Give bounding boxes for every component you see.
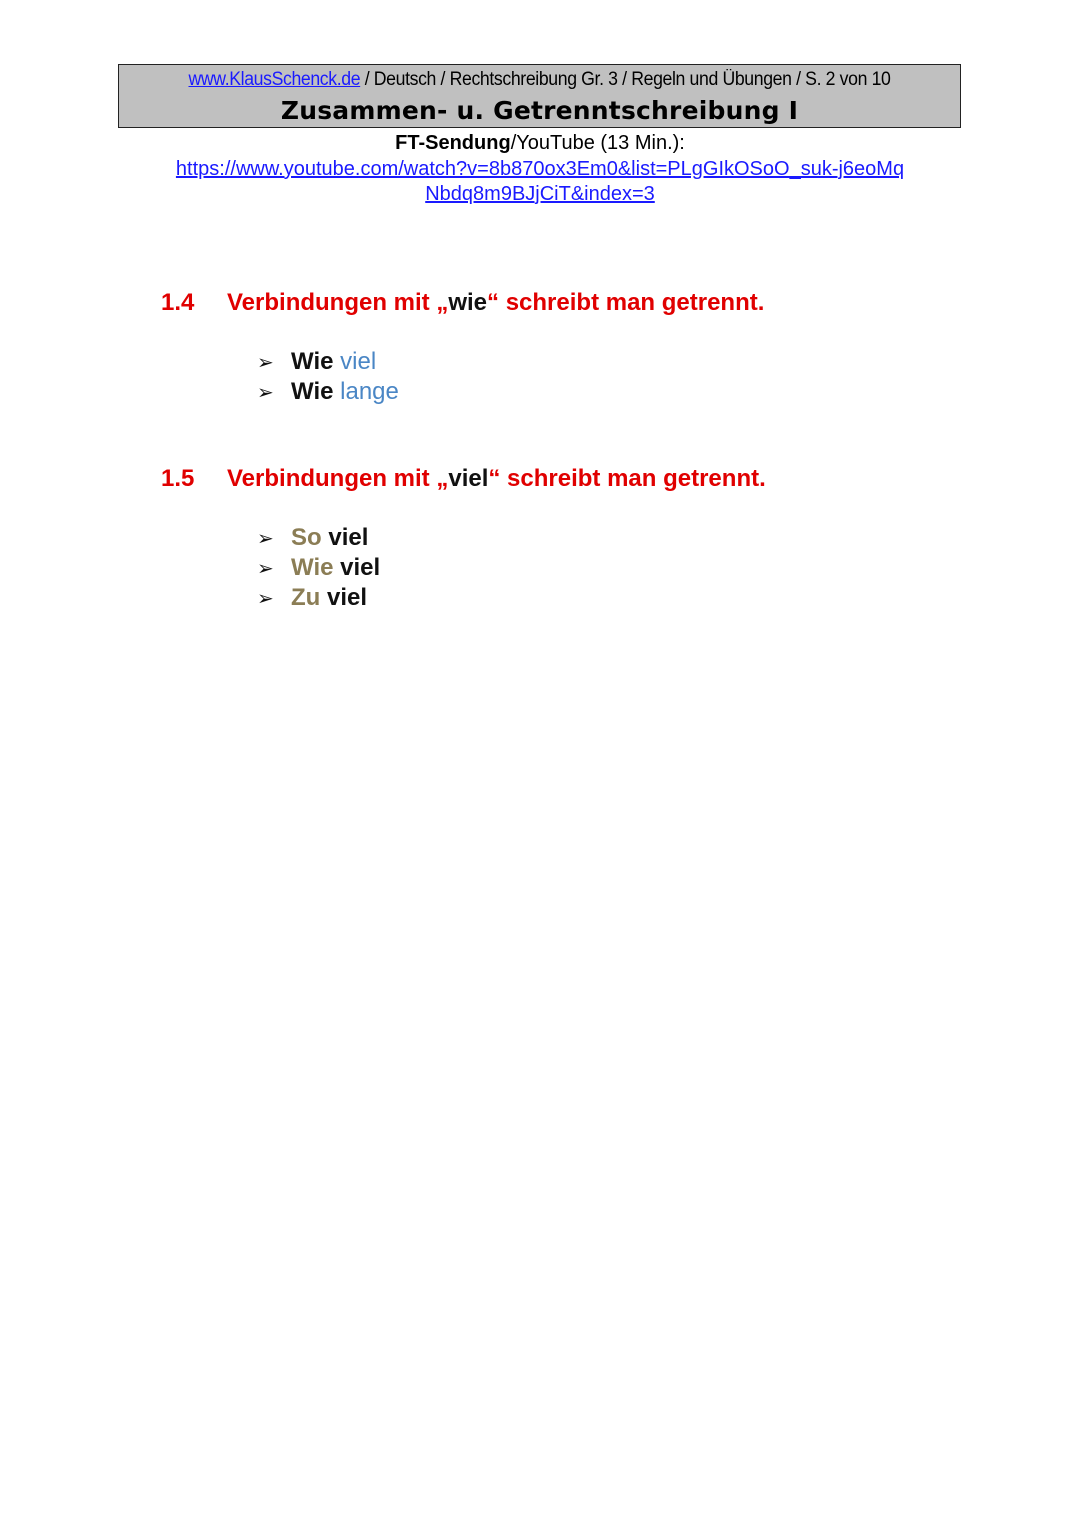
item-second-word: viel xyxy=(333,554,381,581)
arrowhead-bullet-icon: ➢ xyxy=(257,528,274,550)
page-title: Zusammen- u. Getrenntschreibung I xyxy=(280,96,799,125)
section-title xyxy=(227,289,764,317)
section-title-post: “ schreibt man getrennt. xyxy=(488,465,766,492)
section-number: 1.5 xyxy=(161,465,195,492)
page-header xyxy=(118,64,961,128)
section-number: 1.4 xyxy=(161,289,195,316)
section-title-pre: Verbindungen mit „ xyxy=(227,289,449,316)
list-item xyxy=(257,583,380,613)
list-item xyxy=(257,553,380,583)
header-breadcrumb-line xyxy=(148,69,930,91)
item-first-word: Zu xyxy=(291,584,321,611)
item-second-word: viel xyxy=(321,524,369,551)
item-second-word: viel xyxy=(333,348,377,375)
item-second-word: lange xyxy=(333,378,399,405)
list-item xyxy=(257,523,380,553)
video-label-rest: /YouTube (13 Min.): xyxy=(510,132,685,154)
section-title xyxy=(227,465,766,493)
section-title-keyword: viel xyxy=(448,465,489,492)
arrowhead-bullet-icon: ➢ xyxy=(257,588,274,610)
arrowhead-bullet-icon: ➢ xyxy=(257,382,274,404)
video-label-bold: FT-Sendung xyxy=(395,132,511,154)
list-item xyxy=(257,347,399,377)
item-first-word: Wie xyxy=(291,378,334,405)
video-url-link[interactable]: https://www.youtube.com/watch?v=8b870ox3Em0&list=PLgGIkOSoO_suk-j6eoMqNbdq8m9BJjCiT&index=3 xyxy=(175,158,905,205)
arrowhead-bullet-icon: ➢ xyxy=(257,558,274,580)
example-list xyxy=(257,523,380,613)
item-first-word: Wie xyxy=(291,554,334,581)
item-first-word: Wie xyxy=(291,348,334,375)
example-list xyxy=(257,347,399,407)
section-title-post: “ schreibt man getrennt. xyxy=(487,289,765,316)
item-second-word: viel xyxy=(320,584,368,611)
video-label xyxy=(0,132,1080,155)
site-link[interactable]: www.KlausSchenck.de xyxy=(188,69,361,90)
section-title-pre: Verbindungen mit „ xyxy=(227,465,449,492)
section-title-keyword: wie xyxy=(448,289,488,316)
item-first-word: So xyxy=(291,524,322,551)
breadcrumb: / Deutsch / Rechtschreibung Gr. 3 / Regeln und Übungen / S. 2 von 10 xyxy=(360,69,891,90)
list-item xyxy=(257,377,399,407)
arrowhead-bullet-icon: ➢ xyxy=(257,352,274,374)
